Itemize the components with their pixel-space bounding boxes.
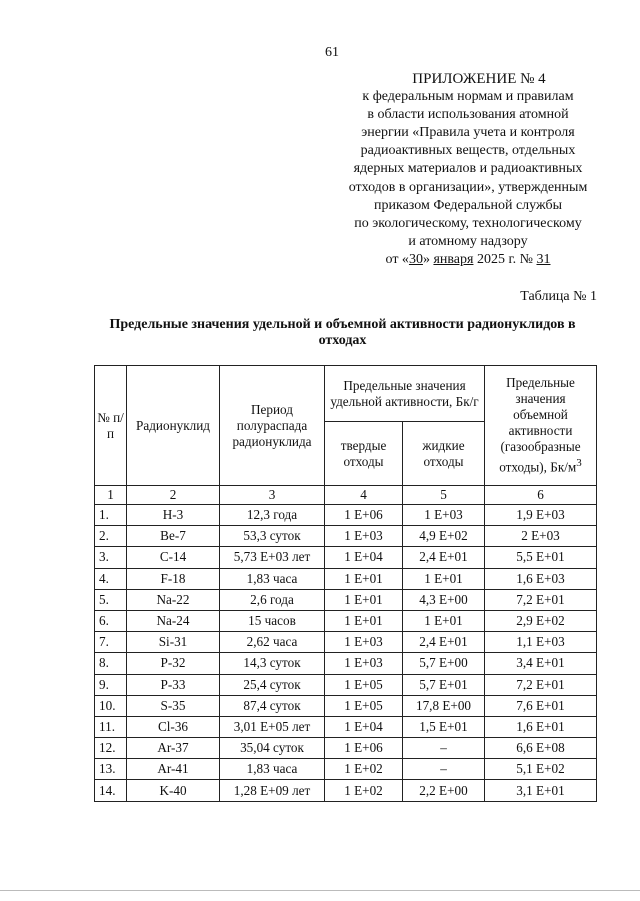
table-row <box>95 610 597 631</box>
solid-activity-cell: 1 Е+01 <box>325 568 403 589</box>
order-number: 31 <box>536 251 551 267</box>
nuclide-cell: P-32 <box>127 653 220 674</box>
half-life-cell: 1,83 часа <box>220 568 325 589</box>
page-number: 61 <box>325 45 339 60</box>
solid-activity-cell: 1 Е+05 <box>325 695 403 716</box>
gas-activity-cell: 6,6 Е+08 <box>485 738 597 759</box>
nuclide-cell: Si-31 <box>127 632 220 653</box>
liquid-activity-cell: 1,5 Е+01 <box>403 716 485 737</box>
gas-activity-cell: 7,2 Е+01 <box>485 674 597 695</box>
liquid-activity-cell: 17,8 Е+00 <box>403 695 485 716</box>
nuclide-cell: Na-24 <box>127 610 220 631</box>
nuclide-table <box>94 365 597 802</box>
date-sep: » <box>422 251 434 267</box>
table-row <box>95 738 597 759</box>
column-number: 4 <box>325 486 403 505</box>
appendix-line: ядерных материалов и радиоактивных <box>353 161 583 177</box>
header-liquid: жидкие отходы <box>403 422 485 486</box>
row-number: 8. <box>95 653 127 674</box>
gas-activity-cell: 3,4 Е+01 <box>485 653 597 674</box>
column-number: 1 <box>95 486 127 505</box>
header-nuclide: Радионуклид <box>127 366 220 486</box>
solid-activity-cell: 1 Е+01 <box>325 610 403 631</box>
gas-activity-cell: 5,5 Е+01 <box>485 547 597 568</box>
row-number: 6. <box>95 610 127 631</box>
solid-activity-cell: 1 Е+02 <box>325 759 403 780</box>
nuclide-cell: Ar-37 <box>127 738 220 759</box>
column-number: 5 <box>403 486 485 505</box>
half-life-cell: 1,28 Е+09 лет <box>220 780 325 801</box>
half-life-cell: 25,4 суток <box>220 674 325 695</box>
table-title: Предельные значения удельной и объемной активности радионуклидов в отходах <box>109 317 576 348</box>
liquid-activity-cell: 5,7 Е+00 <box>403 653 485 674</box>
column-number: 6 <box>485 486 597 505</box>
date-month: января <box>433 251 474 267</box>
table-number: Таблица № 1 <box>520 289 597 304</box>
header-half-life: Период полураспада радионуклида <box>220 366 325 486</box>
solid-activity-cell: 1 Е+03 <box>325 632 403 653</box>
table-row <box>95 780 597 801</box>
date-year: 2025 г. № <box>473 251 537 267</box>
appendix-line: и атомному надзору <box>408 233 528 249</box>
half-life-cell: 3,01 Е+05 лет <box>220 716 325 737</box>
row-number: 10. <box>95 695 127 716</box>
liquid-activity-cell: 2,4 Е+01 <box>403 632 485 653</box>
column-number: 3 <box>220 486 325 505</box>
nuclide-cell: Be-7 <box>127 526 220 547</box>
header-specific-activity: Предельные значения удельной активности, Бк/г <box>325 366 485 422</box>
liquid-activity-cell: 1 Е+01 <box>403 610 485 631</box>
gas-activity-cell: 2 Е+03 <box>485 526 597 547</box>
row-number: 3. <box>95 547 127 568</box>
appendix-line: в области использования атомной <box>367 107 569 123</box>
half-life-cell: 35,04 суток <box>220 738 325 759</box>
appendix-line: радиоактивных веществ, отдельных <box>360 143 576 159</box>
appendix-date <box>325 251 611 269</box>
liquid-activity-cell: – <box>403 759 485 780</box>
liquid-activity-cell: 2,4 Е+01 <box>403 547 485 568</box>
table-row <box>95 505 597 526</box>
solid-activity-cell: 1 Е+04 <box>325 716 403 737</box>
row-number: 4. <box>95 568 127 589</box>
half-life-cell: 12,3 года <box>220 505 325 526</box>
half-life-cell: 14,3 суток <box>220 653 325 674</box>
header-solid: твердые отходы <box>325 422 403 486</box>
row-number: 11. <box>95 716 127 737</box>
row-number: 1. <box>95 505 127 526</box>
table-row <box>95 759 597 780</box>
nuclide-cell: Ar-41 <box>127 759 220 780</box>
gas-activity-cell: 3,1 Е+01 <box>485 780 597 801</box>
liquid-activity-cell: 1 Е+01 <box>403 568 485 589</box>
row-number: 14. <box>95 780 127 801</box>
liquid-activity-cell: 4,9 Е+02 <box>403 526 485 547</box>
table-body <box>95 505 597 802</box>
header-num: № п/п <box>95 366 127 486</box>
nuclide-cell: K-40 <box>127 780 220 801</box>
nuclide-cell: P-33 <box>127 674 220 695</box>
appendix-title: ПРИЛОЖЕНИЕ № 4 <box>412 71 546 87</box>
appendix-line: отходов в организации», утвержденным <box>348 179 588 195</box>
gas-activity-cell: 7,6 Е+01 <box>485 695 597 716</box>
row-number: 5. <box>95 589 127 610</box>
nuclide-cell: C-14 <box>127 547 220 568</box>
appendix-line: по экологическому, технологическому <box>354 215 582 231</box>
nuclide-cell: Cl-36 <box>127 716 220 737</box>
solid-activity-cell: 1 Е+03 <box>325 653 403 674</box>
liquid-activity-cell: 5,7 Е+01 <box>403 674 485 695</box>
half-life-cell: 1,83 часа <box>220 759 325 780</box>
table-row <box>95 653 597 674</box>
liquid-activity-cell: 4,3 Е+00 <box>403 589 485 610</box>
half-life-cell: 5,73 Е+03 лет <box>220 547 325 568</box>
table-row <box>95 695 597 716</box>
table-row <box>95 716 597 737</box>
row-number: 9. <box>95 674 127 695</box>
appendix-line: приказом Федеральной службы <box>374 197 562 213</box>
gas-activity-cell: 1,6 Е+03 <box>485 568 597 589</box>
column-number: 2 <box>127 486 220 505</box>
table-row <box>95 674 597 695</box>
gas-activity-cell: 1,9 Е+03 <box>485 505 597 526</box>
column-numbers-row <box>95 486 597 505</box>
nuclide-cell: F-18 <box>127 568 220 589</box>
appendix-line: энергии «Правила учета и контроля <box>361 125 575 141</box>
date-day: 30 <box>408 251 423 267</box>
half-life-cell: 87,4 суток <box>220 695 325 716</box>
solid-activity-cell: 1 Е+03 <box>325 526 403 547</box>
header-volumetric-text: Предельные значения объемной активности (газообразные отходы), Бк/м <box>499 375 581 475</box>
liquid-activity-cell: 1 Е+03 <box>403 505 485 526</box>
page-bottom-border <box>0 890 640 891</box>
half-life-cell: 2,6 года <box>220 589 325 610</box>
solid-activity-cell: 1 Е+05 <box>325 674 403 695</box>
row-number: 2. <box>95 526 127 547</box>
nuclide-cell: S-35 <box>127 695 220 716</box>
solid-activity-cell: 1 Е+06 <box>325 505 403 526</box>
table-row <box>95 568 597 589</box>
gas-activity-cell: 1,6 Е+01 <box>485 716 597 737</box>
date-prefix: от « <box>385 251 409 267</box>
gas-activity-cell: 5,1 Е+02 <box>485 759 597 780</box>
gas-activity-cell: 2,9 Е+02 <box>485 610 597 631</box>
nuclide-cell: Na-22 <box>127 589 220 610</box>
nuclide-cell: H-3 <box>127 505 220 526</box>
table-row <box>95 526 597 547</box>
gas-activity-cell: 7,2 Е+01 <box>485 589 597 610</box>
liquid-activity-cell: – <box>403 738 485 759</box>
row-number: 13. <box>95 759 127 780</box>
gas-activity-cell: 1,1 Е+03 <box>485 632 597 653</box>
liquid-activity-cell: 2,2 Е+00 <box>403 780 485 801</box>
solid-activity-cell: 1 Е+04 <box>325 547 403 568</box>
row-number: 7. <box>95 632 127 653</box>
solid-activity-cell: 1 Е+01 <box>325 589 403 610</box>
appendix-line: к федеральным нормам и правилам <box>362 89 574 105</box>
table-row <box>95 547 597 568</box>
half-life-cell: 53,3 суток <box>220 526 325 547</box>
appendix-header <box>325 70 611 269</box>
solid-activity-cell: 1 Е+02 <box>325 780 403 801</box>
table-row <box>95 632 597 653</box>
half-life-cell: 2,62 часа <box>220 632 325 653</box>
row-number: 12. <box>95 738 127 759</box>
solid-activity-cell: 1 Е+06 <box>325 738 403 759</box>
header-volumetric-activity <box>485 366 597 486</box>
table-row <box>95 589 597 610</box>
header-volumetric-sup: 3 <box>576 457 582 470</box>
half-life-cell: 15 часов <box>220 610 325 631</box>
